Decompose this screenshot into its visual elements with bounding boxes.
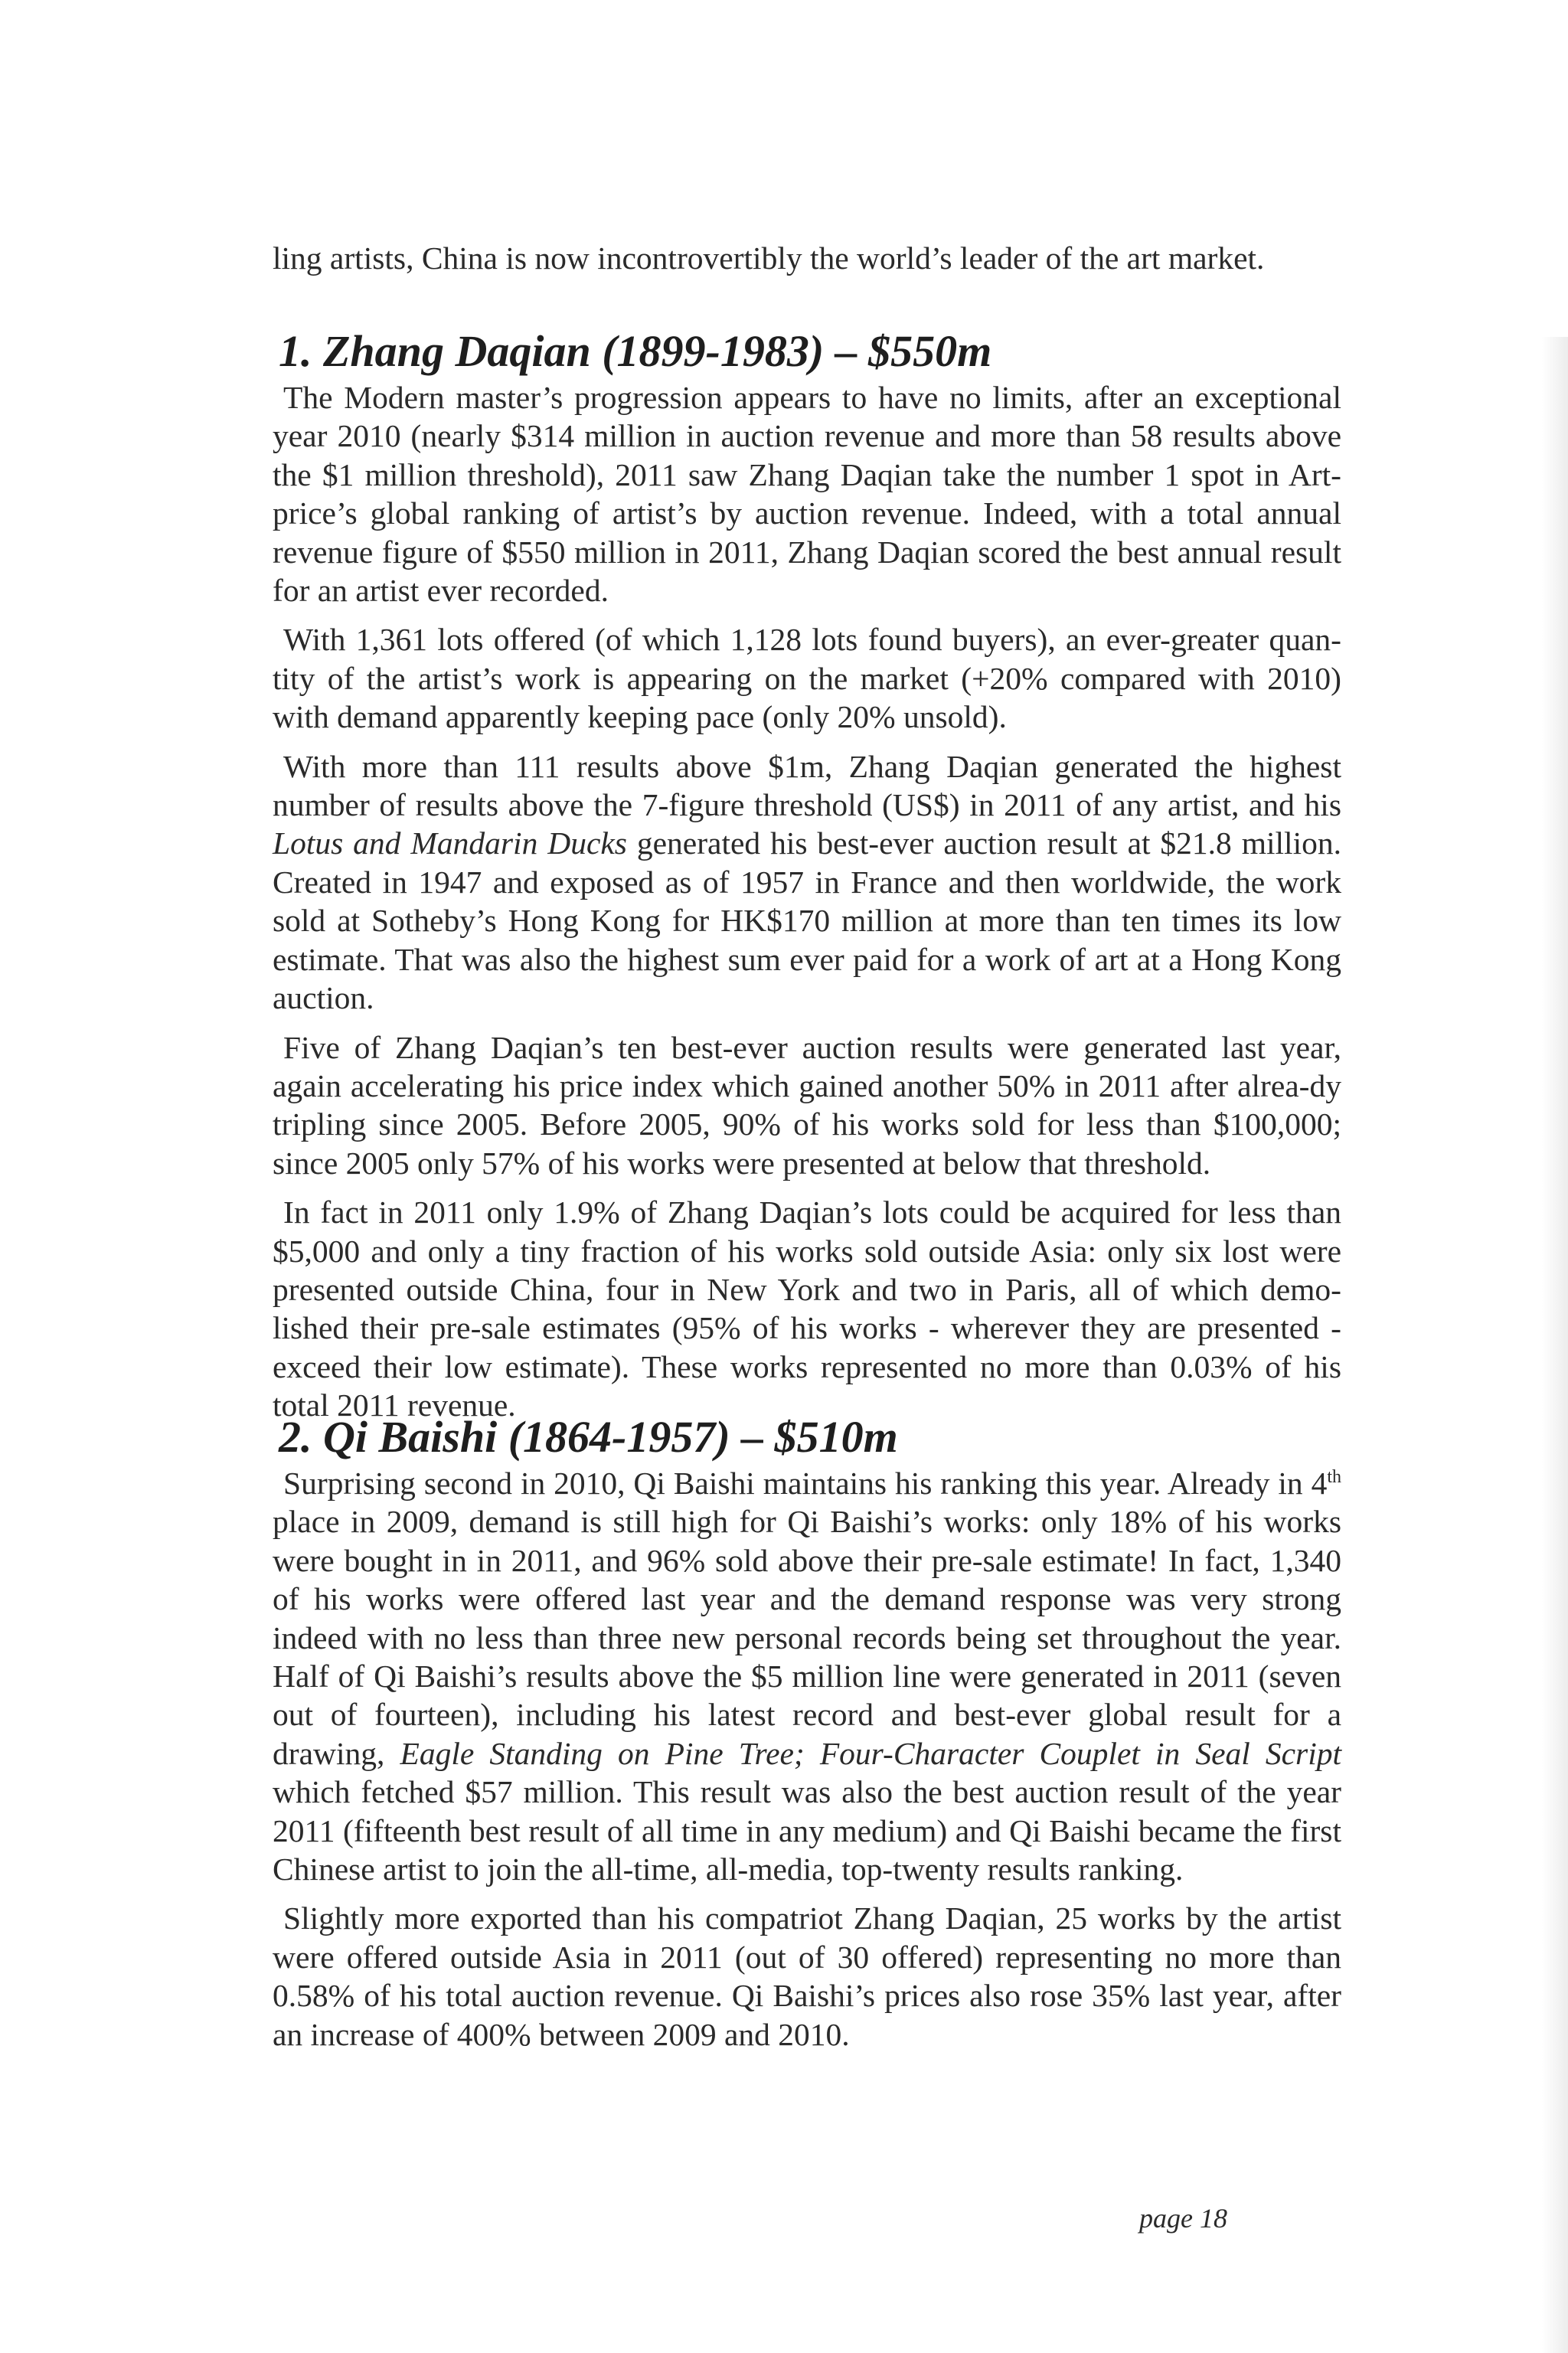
paragraph-text: With more than 111 results above $1m, Zhang Daqian generated the highest number of results above the 7-figure threshold (US$) in 2011 of any artist, and his	[273, 748, 1341, 823]
lead-block	[273, 239, 1341, 277]
paragraph-text: place in 2009, demand is still high for Qi Baishi’s works: only 18% of his works were bought in in 2011, and 96% sold above their pre-sale estimate! In fact, 1,340 of his works were offered last year and the demand response was very strong indeed with no less than three new personal records being set throughout the year. Half of Qi Baishi’s results above the $5 million line were generated in 2011 (seven out of fourteen), including his latest record and best-ever global result for a drawing,	[273, 1504, 1341, 1771]
paragraph: Slightly more exported than his compatriot Zhang Daqian, 25 works by the artist were offered outside Asia in 2011 (out of 30 offered) representing no more than 0.58% of his total auction revenue. Qi Baishi’s prices also rose 35% last year, after an increase of 400% between 2009 and 2010.	[273, 1900, 1341, 2052]
page-edge-shadow	[1542, 337, 1568, 2353]
artwork-title: Lotus and Mandarin Ducks	[273, 825, 627, 861]
paragraph-text: which fetched $57 million. This result was also the best auction result of the year 2011 (fifteenth best result of all time in any medium) and Qi Baishi became the first Chinese artist to join the all-time, all-media, top-twenty results ranking.	[273, 1774, 1341, 1887]
section-qi-baishi	[273, 1410, 1341, 2064]
paragraph	[273, 1464, 1341, 1888]
lead-line: ling artists, China is now incontrovertibly the world’s leader of the art market.	[273, 240, 1265, 276]
paragraph	[273, 747, 1341, 1018]
paragraph-text: Surprising second in 2010, Qi Baishi maintains his ranking this year. Already in 4	[283, 1466, 1328, 1501]
paragraph-text: generated his best-ever auction result at $21.8 million. Created in 1947 and exposed as of 1957 in France and then worldwide, the work sold at Sotheby’s Hong Kong for HK$170 million at more than ten times its low estimate. That was also the highest sum ever paid for a work of art at a Hong Kong auction.	[273, 825, 1341, 1016]
paragraph: The Modern master’s progression appears to have no limits, after an exceptional year 2010 (nearly $314 million in auction revenue and more than 58 results above the $1 million threshold), 2011 saw Zhang Daqian take the number 1 spot in Art-price’s global ranking of artist’s by auction revenue. Indeed, with a total annual revenue figure of $550 million in 2011, Zhang Daqian scored the best annual result for an artist ever recorded.	[273, 380, 1341, 609]
section-heading-qi-baishi: 2. Qi Baishi (1864-1957) – $510m	[279, 1412, 898, 1462]
paragraph: In fact in 2011 only 1.9% of Zhang Daqian’s lots could be acquired for less than $5,000 and only a tiny fraction of his works sold outside Asia: only six lost were presented outside China, four in New York and two in Paris, all of which demo-lished their pre-sale estimates (95% of his works - wherever they are presented - exceed their low estimate). These works represented no more than 0.03% of his total 2011 revenue.	[273, 1194, 1341, 1423]
ordinal-suffix: th	[1327, 1467, 1341, 1488]
artwork-title: Eagle Standing on Pine Tree; Four-Character Couplet in Seal Script	[400, 1735, 1342, 1771]
paragraph: With 1,361 lots offered (of which 1,128 lots found buyers), an ever-greater quan-tity of the artist’s work is appearing on the market (+20% compared with 2010) with demand apparently keeping pace (only 20% unsold).	[273, 622, 1341, 735]
paragraph: Five of Zhang Daqian’s ten best-ever auction results were generated last year, again accelerating his price index which gained another 50% in 2011 after alrea-dy tripling since 2005. Before 2005, 90% of his works sold for less than $100,000; since 2005 only 57% of his works were presented at below that threshold.	[273, 1029, 1341, 1181]
section-heading-zhang-daqian: 1. Zhang Daqian (1899-1983) – $550m	[279, 326, 992, 376]
section-zhang-daqian	[273, 325, 1341, 1436]
page-number: page 18	[1139, 2203, 1227, 2234]
